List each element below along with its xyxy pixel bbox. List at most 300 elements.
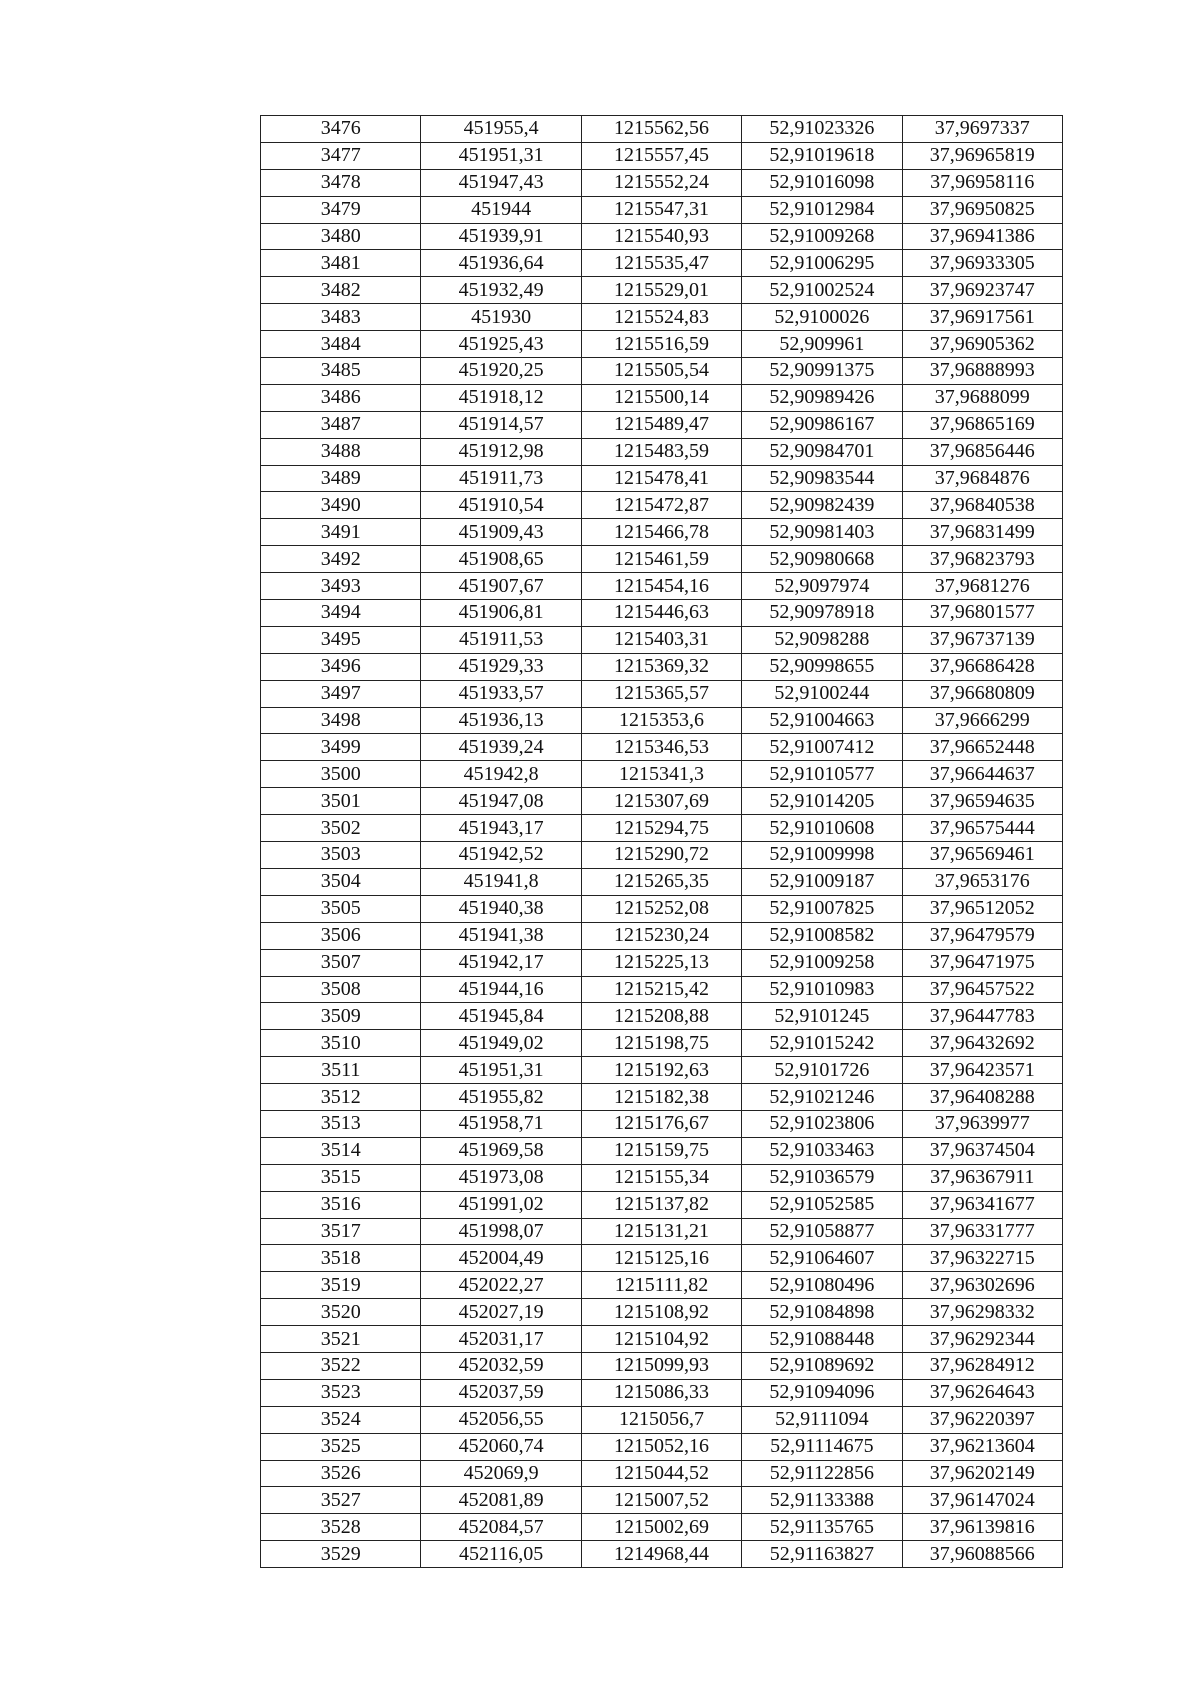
latitude-cell: 52,91023326	[742, 116, 902, 143]
table-row	[261, 680, 1063, 707]
point-number-cell: 3507	[261, 949, 421, 976]
latitude-cell: 52,909961	[742, 331, 902, 358]
x-coordinate-cell: 451991,02	[421, 1191, 581, 1218]
latitude-cell: 52,9101726	[742, 1057, 902, 1084]
longitude-cell: 37,96322715	[902, 1245, 1062, 1272]
table-row	[261, 358, 1063, 385]
point-number-cell: 3527	[261, 1487, 421, 1514]
table-row	[261, 1003, 1063, 1030]
longitude-cell: 37,96432692	[902, 1030, 1062, 1057]
point-number-cell: 3513	[261, 1110, 421, 1137]
coordinates-table	[260, 115, 1063, 1568]
latitude-cell: 52,91094096	[742, 1379, 902, 1406]
y-coordinate-cell: 1215489,47	[581, 411, 741, 438]
x-coordinate-cell: 452116,05	[421, 1541, 581, 1568]
y-coordinate-cell: 1215483,59	[581, 438, 741, 465]
latitude-cell: 52,91064607	[742, 1245, 902, 1272]
longitude-cell: 37,96958116	[902, 169, 1062, 196]
point-number-cell: 3482	[261, 277, 421, 304]
x-coordinate-cell: 451973,08	[421, 1164, 581, 1191]
point-number-cell: 3499	[261, 734, 421, 761]
table-row	[261, 788, 1063, 815]
point-number-cell: 3504	[261, 868, 421, 895]
x-coordinate-cell: 451951,31	[421, 1057, 581, 1084]
latitude-cell: 52,90984701	[742, 438, 902, 465]
y-coordinate-cell: 1215562,56	[581, 116, 741, 143]
y-coordinate-cell: 1215155,34	[581, 1164, 741, 1191]
table-row	[261, 1137, 1063, 1164]
x-coordinate-cell: 451951,31	[421, 142, 581, 169]
y-coordinate-cell: 1215472,87	[581, 492, 741, 519]
latitude-cell: 52,9100026	[742, 304, 902, 331]
y-coordinate-cell: 1215198,75	[581, 1030, 741, 1057]
x-coordinate-cell: 452069,9	[421, 1460, 581, 1487]
latitude-cell: 52,91010983	[742, 976, 902, 1003]
y-coordinate-cell: 1215505,54	[581, 358, 741, 385]
x-coordinate-cell: 451949,02	[421, 1030, 581, 1057]
y-coordinate-cell: 1215540,93	[581, 223, 741, 250]
table-row	[261, 653, 1063, 680]
y-coordinate-cell: 1215230,24	[581, 922, 741, 949]
table-row	[261, 600, 1063, 627]
x-coordinate-cell: 452056,55	[421, 1406, 581, 1433]
longitude-cell: 37,96680809	[902, 680, 1062, 707]
table-row	[261, 304, 1063, 331]
x-coordinate-cell: 451969,58	[421, 1137, 581, 1164]
longitude-cell: 37,96888993	[902, 358, 1062, 385]
y-coordinate-cell: 1215446,63	[581, 600, 741, 627]
longitude-cell: 37,96644637	[902, 761, 1062, 788]
x-coordinate-cell: 451942,17	[421, 949, 581, 976]
point-number-cell: 3479	[261, 196, 421, 223]
point-number-cell: 3478	[261, 169, 421, 196]
y-coordinate-cell: 1215265,35	[581, 868, 741, 895]
latitude-cell: 52,91010608	[742, 815, 902, 842]
latitude-cell: 52,91009187	[742, 868, 902, 895]
table-row	[261, 169, 1063, 196]
x-coordinate-cell: 451939,24	[421, 734, 581, 761]
longitude-cell: 37,9639977	[902, 1110, 1062, 1137]
longitude-cell: 37,96737139	[902, 626, 1062, 653]
longitude-cell: 37,9681276	[902, 573, 1062, 600]
longitude-cell: 37,96292344	[902, 1326, 1062, 1353]
table-row	[261, 1084, 1063, 1111]
y-coordinate-cell: 1215182,38	[581, 1084, 741, 1111]
table-row	[261, 1514, 1063, 1541]
latitude-cell: 52,91009268	[742, 223, 902, 250]
y-coordinate-cell: 1215353,6	[581, 707, 741, 734]
x-coordinate-cell: 451998,07	[421, 1218, 581, 1245]
latitude-cell: 52,91084898	[742, 1299, 902, 1326]
longitude-cell: 37,96147024	[902, 1487, 1062, 1514]
x-coordinate-cell: 451944	[421, 196, 581, 223]
x-coordinate-cell: 452081,89	[421, 1487, 581, 1514]
point-number-cell: 3529	[261, 1541, 421, 1568]
longitude-cell: 37,96423571	[902, 1057, 1062, 1084]
longitude-cell: 37,9688099	[902, 384, 1062, 411]
latitude-cell: 52,91021246	[742, 1084, 902, 1111]
y-coordinate-cell: 1215086,33	[581, 1379, 741, 1406]
latitude-cell: 52,91009998	[742, 842, 902, 869]
y-coordinate-cell: 1215552,24	[581, 169, 741, 196]
table-row	[261, 1487, 1063, 1514]
x-coordinate-cell: 451914,57	[421, 411, 581, 438]
y-coordinate-cell: 1215056,7	[581, 1406, 741, 1433]
point-number-cell: 3481	[261, 250, 421, 277]
x-coordinate-cell: 451909,43	[421, 519, 581, 546]
point-number-cell: 3517	[261, 1218, 421, 1245]
x-coordinate-cell: 451936,64	[421, 250, 581, 277]
latitude-cell: 52,90983544	[742, 465, 902, 492]
x-coordinate-cell: 451943,17	[421, 815, 581, 842]
latitude-cell: 52,91007412	[742, 734, 902, 761]
point-number-cell: 3477	[261, 142, 421, 169]
table-row	[261, 1218, 1063, 1245]
x-coordinate-cell: 451932,49	[421, 277, 581, 304]
y-coordinate-cell: 1215535,47	[581, 250, 741, 277]
table-row	[261, 223, 1063, 250]
x-coordinate-cell: 451907,67	[421, 573, 581, 600]
y-coordinate-cell: 1215044,52	[581, 1460, 741, 1487]
longitude-cell: 37,96447783	[902, 1003, 1062, 1030]
longitude-cell: 37,9653176	[902, 868, 1062, 895]
point-number-cell: 3486	[261, 384, 421, 411]
y-coordinate-cell: 1215290,72	[581, 842, 741, 869]
x-coordinate-cell: 451942,8	[421, 761, 581, 788]
y-coordinate-cell: 1215007,52	[581, 1487, 741, 1514]
x-coordinate-cell: 451920,25	[421, 358, 581, 385]
x-coordinate-cell: 451925,43	[421, 331, 581, 358]
longitude-cell: 37,96139816	[902, 1514, 1062, 1541]
longitude-cell: 37,96220397	[902, 1406, 1062, 1433]
latitude-cell: 52,91014205	[742, 788, 902, 815]
longitude-cell: 37,96917561	[902, 304, 1062, 331]
latitude-cell: 52,91088448	[742, 1326, 902, 1353]
latitude-cell: 52,91012984	[742, 196, 902, 223]
x-coordinate-cell: 451906,81	[421, 600, 581, 627]
point-number-cell: 3492	[261, 546, 421, 573]
point-number-cell: 3506	[261, 922, 421, 949]
latitude-cell: 52,91033463	[742, 1137, 902, 1164]
longitude-cell: 37,96512052	[902, 895, 1062, 922]
table-row	[261, 519, 1063, 546]
longitude-cell: 37,96479579	[902, 922, 1062, 949]
table-row	[261, 1326, 1063, 1353]
latitude-cell: 52,9111094	[742, 1406, 902, 1433]
point-number-cell: 3526	[261, 1460, 421, 1487]
point-number-cell: 3489	[261, 465, 421, 492]
x-coordinate-cell: 451912,98	[421, 438, 581, 465]
latitude-cell: 52,91007825	[742, 895, 902, 922]
table-row	[261, 1460, 1063, 1487]
table-row	[261, 331, 1063, 358]
x-coordinate-cell: 451936,13	[421, 707, 581, 734]
x-coordinate-cell: 452031,17	[421, 1326, 581, 1353]
table-row	[261, 842, 1063, 869]
latitude-cell: 52,91023806	[742, 1110, 902, 1137]
longitude-cell: 37,96801577	[902, 600, 1062, 627]
y-coordinate-cell: 1215108,92	[581, 1299, 741, 1326]
x-coordinate-cell: 451933,57	[421, 680, 581, 707]
longitude-cell: 37,96367911	[902, 1164, 1062, 1191]
x-coordinate-cell: 452027,19	[421, 1299, 581, 1326]
table-row	[261, 142, 1063, 169]
y-coordinate-cell: 1215111,82	[581, 1272, 741, 1299]
y-coordinate-cell: 1215516,59	[581, 331, 741, 358]
table-row	[261, 438, 1063, 465]
y-coordinate-cell: 1215215,42	[581, 976, 741, 1003]
longitude-cell: 37,96284912	[902, 1352, 1062, 1379]
latitude-cell: 52,90998655	[742, 653, 902, 680]
table-row	[261, 1164, 1063, 1191]
y-coordinate-cell: 1215557,45	[581, 142, 741, 169]
longitude-cell: 37,96905362	[902, 331, 1062, 358]
y-coordinate-cell: 1215529,01	[581, 277, 741, 304]
longitude-cell: 37,96302696	[902, 1272, 1062, 1299]
table-row	[261, 546, 1063, 573]
y-coordinate-cell: 1215403,31	[581, 626, 741, 653]
x-coordinate-cell: 451910,54	[421, 492, 581, 519]
longitude-cell: 37,96341677	[902, 1191, 1062, 1218]
point-number-cell: 3505	[261, 895, 421, 922]
y-coordinate-cell: 1215524,83	[581, 304, 741, 331]
y-coordinate-cell: 1215294,75	[581, 815, 741, 842]
longitude-cell: 37,96865169	[902, 411, 1062, 438]
y-coordinate-cell: 1215478,41	[581, 465, 741, 492]
point-number-cell: 3519	[261, 1272, 421, 1299]
latitude-cell: 52,91058877	[742, 1218, 902, 1245]
y-coordinate-cell: 1215002,69	[581, 1514, 741, 1541]
point-number-cell: 3496	[261, 653, 421, 680]
longitude-cell: 37,96298332	[902, 1299, 1062, 1326]
latitude-cell: 52,91052585	[742, 1191, 902, 1218]
longitude-cell: 37,96264643	[902, 1379, 1062, 1406]
x-coordinate-cell: 452032,59	[421, 1352, 581, 1379]
point-number-cell: 3483	[261, 304, 421, 331]
longitude-cell: 37,96457522	[902, 976, 1062, 1003]
latitude-cell: 52,91008582	[742, 922, 902, 949]
y-coordinate-cell: 1215454,16	[581, 573, 741, 600]
longitude-cell: 37,96856446	[902, 438, 1062, 465]
point-number-cell: 3508	[261, 976, 421, 1003]
latitude-cell: 52,91036579	[742, 1164, 902, 1191]
y-coordinate-cell: 1215131,21	[581, 1218, 741, 1245]
x-coordinate-cell: 451955,82	[421, 1084, 581, 1111]
y-coordinate-cell: 1215159,75	[581, 1137, 741, 1164]
y-coordinate-cell: 1215125,16	[581, 1245, 741, 1272]
table-row	[261, 116, 1063, 143]
x-coordinate-cell: 451941,8	[421, 868, 581, 895]
y-coordinate-cell: 1215346,53	[581, 734, 741, 761]
latitude-cell: 52,90989426	[742, 384, 902, 411]
table-row	[261, 707, 1063, 734]
y-coordinate-cell: 1215466,78	[581, 519, 741, 546]
point-number-cell: 3500	[261, 761, 421, 788]
point-number-cell: 3520	[261, 1299, 421, 1326]
longitude-cell: 37,9666299	[902, 707, 1062, 734]
longitude-cell: 37,96331777	[902, 1218, 1062, 1245]
y-coordinate-cell: 1215365,57	[581, 680, 741, 707]
latitude-cell: 52,91089692	[742, 1352, 902, 1379]
latitude-cell: 52,90978918	[742, 600, 902, 627]
x-coordinate-cell: 451947,43	[421, 169, 581, 196]
longitude-cell: 37,96933305	[902, 250, 1062, 277]
y-coordinate-cell: 1215307,69	[581, 788, 741, 815]
y-coordinate-cell: 1215252,08	[581, 895, 741, 922]
table-row	[261, 1272, 1063, 1299]
point-number-cell: 3476	[261, 116, 421, 143]
table-row	[261, 1057, 1063, 1084]
x-coordinate-cell: 451942,52	[421, 842, 581, 869]
x-coordinate-cell: 451908,65	[421, 546, 581, 573]
y-coordinate-cell: 1215192,63	[581, 1057, 741, 1084]
y-coordinate-cell: 1215225,13	[581, 949, 741, 976]
table-row	[261, 384, 1063, 411]
longitude-cell: 37,96923747	[902, 277, 1062, 304]
latitude-cell: 52,91010577	[742, 761, 902, 788]
x-coordinate-cell: 451929,33	[421, 653, 581, 680]
y-coordinate-cell: 1215137,82	[581, 1191, 741, 1218]
point-number-cell: 3497	[261, 680, 421, 707]
point-number-cell: 3523	[261, 1379, 421, 1406]
x-coordinate-cell: 451944,16	[421, 976, 581, 1003]
table-row	[261, 1433, 1063, 1460]
longitude-cell: 37,96965819	[902, 142, 1062, 169]
latitude-cell: 52,9098288	[742, 626, 902, 653]
x-coordinate-cell: 452022,27	[421, 1272, 581, 1299]
latitude-cell: 52,91163827	[742, 1541, 902, 1568]
point-number-cell: 3524	[261, 1406, 421, 1433]
latitude-cell: 52,91114675	[742, 1433, 902, 1460]
latitude-cell: 52,9100244	[742, 680, 902, 707]
table-row	[261, 626, 1063, 653]
table-row	[261, 1379, 1063, 1406]
point-number-cell: 3512	[261, 1084, 421, 1111]
point-number-cell: 3485	[261, 358, 421, 385]
x-coordinate-cell: 451941,38	[421, 922, 581, 949]
latitude-cell: 52,91002524	[742, 277, 902, 304]
y-coordinate-cell: 1215461,59	[581, 546, 741, 573]
table-row	[261, 573, 1063, 600]
longitude-cell: 37,96569461	[902, 842, 1062, 869]
x-coordinate-cell: 451911,73	[421, 465, 581, 492]
y-coordinate-cell: 1215369,32	[581, 653, 741, 680]
table-row	[261, 976, 1063, 1003]
point-number-cell: 3502	[261, 815, 421, 842]
table-row	[261, 196, 1063, 223]
y-coordinate-cell: 1215500,14	[581, 384, 741, 411]
table-row	[261, 1406, 1063, 1433]
longitude-cell: 37,96408288	[902, 1084, 1062, 1111]
x-coordinate-cell: 451947,08	[421, 788, 581, 815]
longitude-cell: 37,96831499	[902, 519, 1062, 546]
table-row	[261, 411, 1063, 438]
point-number-cell: 3490	[261, 492, 421, 519]
point-number-cell: 3495	[261, 626, 421, 653]
longitude-cell: 37,96471975	[902, 949, 1062, 976]
table-row	[261, 734, 1063, 761]
latitude-cell: 52,91004663	[742, 707, 902, 734]
x-coordinate-cell: 451918,12	[421, 384, 581, 411]
point-number-cell: 3516	[261, 1191, 421, 1218]
y-coordinate-cell: 1215208,88	[581, 1003, 741, 1030]
table-row	[261, 1352, 1063, 1379]
longitude-cell: 37,96950825	[902, 196, 1062, 223]
table-row	[261, 1299, 1063, 1326]
point-number-cell: 3525	[261, 1433, 421, 1460]
point-number-cell: 3480	[261, 223, 421, 250]
point-number-cell: 3488	[261, 438, 421, 465]
table-row	[261, 465, 1063, 492]
table-row	[261, 868, 1063, 895]
x-coordinate-cell: 452004,49	[421, 1245, 581, 1272]
table-row	[261, 492, 1063, 519]
latitude-cell: 52,91133388	[742, 1487, 902, 1514]
longitude-cell: 37,96088566	[902, 1541, 1062, 1568]
table-row	[261, 815, 1063, 842]
y-coordinate-cell: 1215341,3	[581, 761, 741, 788]
point-number-cell: 3509	[261, 1003, 421, 1030]
x-coordinate-cell: 451939,91	[421, 223, 581, 250]
point-number-cell: 3487	[261, 411, 421, 438]
table-row	[261, 1110, 1063, 1137]
table-row	[261, 949, 1063, 976]
latitude-cell: 52,91006295	[742, 250, 902, 277]
point-number-cell: 3491	[261, 519, 421, 546]
point-number-cell: 3521	[261, 1326, 421, 1353]
point-number-cell: 3511	[261, 1057, 421, 1084]
latitude-cell: 52,91016098	[742, 169, 902, 196]
table-row	[261, 250, 1063, 277]
latitude-cell: 52,91015242	[742, 1030, 902, 1057]
latitude-cell: 52,90991375	[742, 358, 902, 385]
table-row	[261, 1191, 1063, 1218]
longitude-cell: 37,96652448	[902, 734, 1062, 761]
point-number-cell: 3522	[261, 1352, 421, 1379]
latitude-cell: 52,90981403	[742, 519, 902, 546]
point-number-cell: 3493	[261, 573, 421, 600]
latitude-cell: 52,91135765	[742, 1514, 902, 1541]
latitude-cell: 52,9101245	[742, 1003, 902, 1030]
point-number-cell: 3484	[261, 331, 421, 358]
point-number-cell: 3528	[261, 1514, 421, 1541]
longitude-cell: 37,96575444	[902, 815, 1062, 842]
table-row	[261, 1245, 1063, 1272]
y-coordinate-cell: 1215176,67	[581, 1110, 741, 1137]
table-row	[261, 277, 1063, 304]
longitude-cell: 37,9684876	[902, 465, 1062, 492]
point-number-cell: 3514	[261, 1137, 421, 1164]
latitude-cell: 52,91080496	[742, 1272, 902, 1299]
longitude-cell: 37,96840538	[902, 492, 1062, 519]
y-coordinate-cell: 1215052,16	[581, 1433, 741, 1460]
longitude-cell: 37,96686428	[902, 653, 1062, 680]
longitude-cell: 37,96202149	[902, 1460, 1062, 1487]
longitude-cell: 37,96213604	[902, 1433, 1062, 1460]
point-number-cell: 3501	[261, 788, 421, 815]
point-number-cell: 3498	[261, 707, 421, 734]
point-number-cell: 3503	[261, 842, 421, 869]
longitude-cell: 37,9697337	[902, 116, 1062, 143]
x-coordinate-cell: 451945,84	[421, 1003, 581, 1030]
y-coordinate-cell: 1215547,31	[581, 196, 741, 223]
table-row	[261, 1030, 1063, 1057]
latitude-cell: 52,91009258	[742, 949, 902, 976]
longitude-cell: 37,96823793	[902, 546, 1062, 573]
x-coordinate-cell: 451930	[421, 304, 581, 331]
x-coordinate-cell: 451958,71	[421, 1110, 581, 1137]
coordinates-table-body	[261, 116, 1063, 1568]
